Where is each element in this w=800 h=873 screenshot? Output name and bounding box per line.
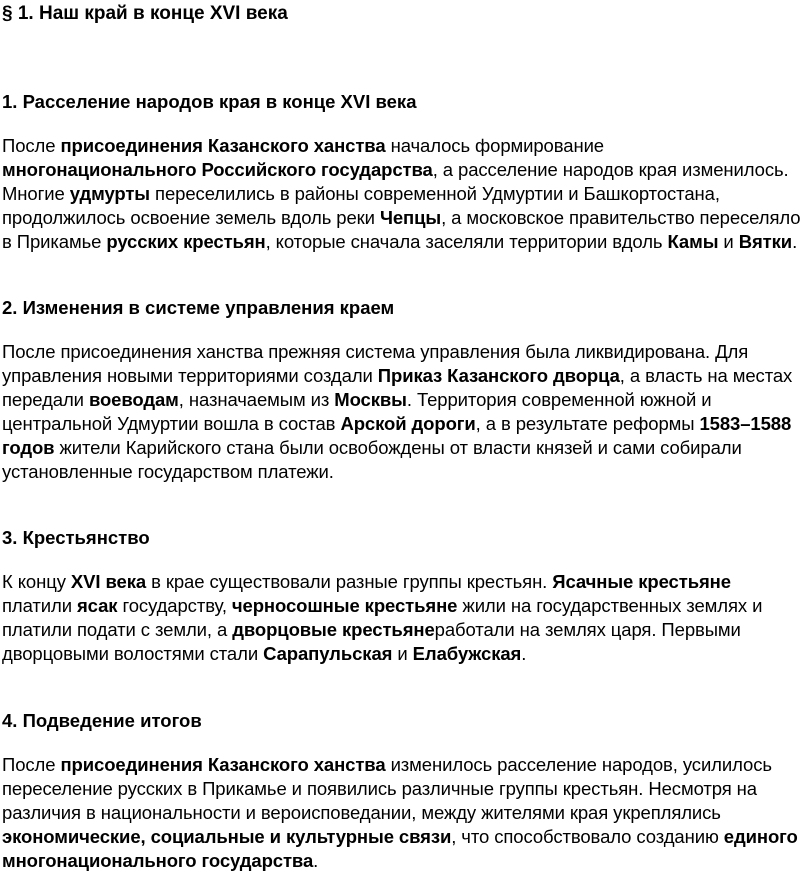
text-run: изменилось расселение народов, усилилось переселение русских в Прикамье и появились различные группы крестьян. Несмотря на различия в национальности и вероисповедании, между жителями края укреплялись: [2, 754, 772, 823]
section-heading: 4. Подведение итогов: [2, 710, 202, 731]
bold-term: черносошные крестьяне: [231, 595, 458, 616]
bold-term: Сарапульская: [263, 643, 393, 664]
text-run: , а в результате реформы: [475, 413, 700, 434]
bold-term: Ясачные крестьяне: [552, 571, 731, 592]
bold-term: Вятки: [738, 231, 793, 252]
section-administration: [2, 296, 800, 484]
text-run: , что способствовало созданию: [451, 826, 724, 847]
section-paragraph: [2, 134, 800, 254]
text-run: переселились в районы современной Удмуртии и Башкортостана, продолжилось освоение земель вдоль реки: [2, 183, 720, 228]
text-run: К концу: [2, 571, 71, 592]
text-run: . Территория современной южной и центральной Удмуртии вошла в состав: [2, 389, 712, 434]
section-heading: 2. Изменения в системе управления краем: [2, 297, 395, 318]
text-run: .: [792, 231, 798, 252]
text-run: и: [718, 231, 739, 252]
section-summary: [2, 709, 800, 873]
bold-term: присоединения Казанского ханства: [60, 754, 386, 775]
bold-term: 1583–1588 годов: [2, 413, 792, 458]
bold-term: удмурты: [69, 183, 151, 204]
bold-term: Чепцы: [379, 207, 442, 228]
bold-term: ясак: [76, 595, 118, 616]
text-run: , которые сначала заселяли территории вдоль: [265, 231, 668, 252]
text-run: , а московское правительство переселяло в Прикамье: [2, 207, 800, 252]
section-peasantry: [2, 526, 800, 666]
text-run: После: [2, 135, 61, 156]
bold-term: Елабужская: [412, 643, 522, 664]
bold-term: многонационального Российского государства: [2, 159, 433, 180]
text-run: , а расселение народов края изменилось. Многие: [2, 159, 789, 204]
text-run: и: [392, 643, 413, 664]
text-run: в крае существовали разные группы крестьян.: [146, 571, 553, 592]
text-run: жители Карийского стана были освобождены от власти князей и сами собирали установленные государством платежи.: [2, 437, 742, 482]
section-paragraph: [2, 340, 800, 484]
bold-term: Арской дороги: [340, 413, 476, 434]
text-run: работали на землях царя. Первыми дворцовыми волостями стали: [2, 619, 741, 664]
bold-term: дворцовые крестьяне: [232, 619, 435, 640]
text-run: государству,: [117, 595, 232, 616]
section-paragraph: [2, 570, 800, 666]
bold-term: воеводам: [88, 389, 179, 410]
bold-term: экономические, социальные и культурные связи: [2, 826, 452, 847]
text-run: После присоединения ханства прежняя система управления была ликвидирована. Для управления новыми территориями создали: [2, 341, 749, 386]
bold-term: Камы: [667, 231, 719, 252]
section-settlement: [2, 90, 800, 254]
text-run: платили: [2, 595, 77, 616]
bold-term: XVI века: [70, 571, 147, 592]
text-run: , а власть на местах передали: [2, 365, 793, 410]
text-run: жили на государственных землях и платили подати с земли, а: [2, 595, 763, 640]
text-run: , назначаемым из: [178, 389, 335, 410]
bold-term: русских крестьян: [106, 231, 266, 252]
text-run: .: [313, 850, 319, 871]
section-heading: 3. Крестьянство: [2, 527, 150, 548]
page-title: § 1. Наш край в конце XVI века: [2, 3, 288, 24]
text-run: .: [521, 643, 527, 664]
bold-term: Москвы: [334, 389, 407, 410]
text-run: началось формирование: [385, 135, 604, 156]
bold-term: единого многонационального государства: [2, 826, 798, 871]
text-run: После: [2, 754, 61, 775]
bold-term: присоединения Казанского ханства: [60, 135, 386, 156]
bold-term: Приказ Казанского дворца: [377, 365, 620, 386]
section-heading: 1. Расселение народов края в конце XVI века: [2, 91, 417, 112]
section-paragraph: [2, 753, 800, 873]
